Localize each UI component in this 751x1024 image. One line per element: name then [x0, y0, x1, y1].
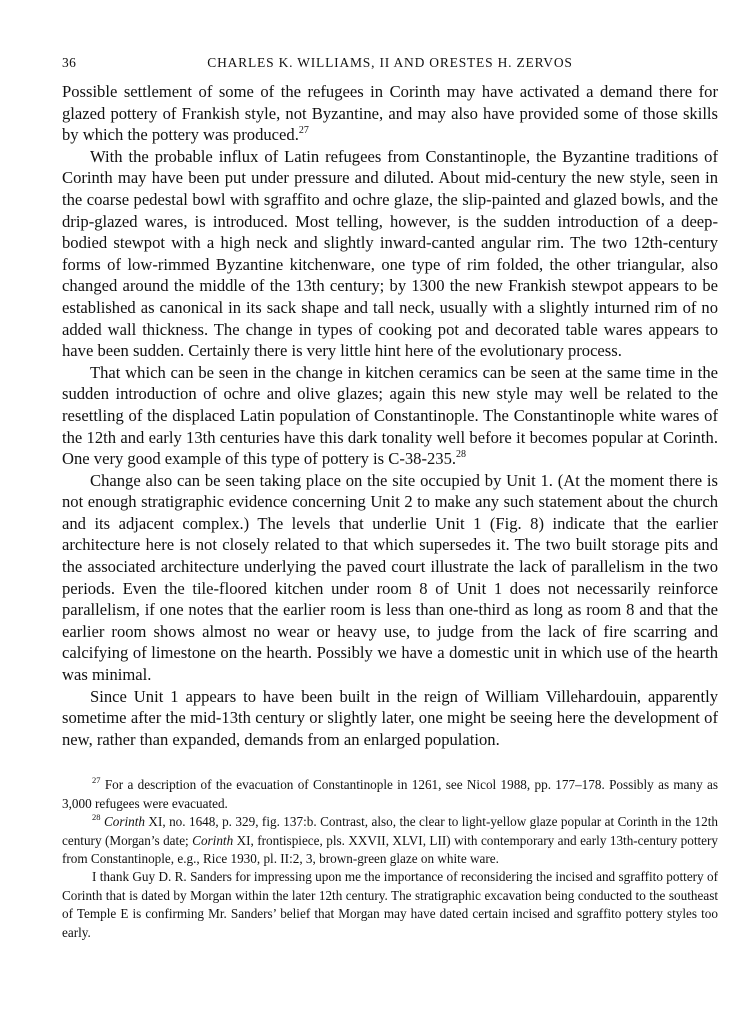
- footnote-27-text: For a description of the evacuation of Constantinople in 1261, see Nicol 1988, pp. 177–178. Possibly as many as 3,000 refugees were evacuated.: [62, 777, 718, 811]
- footnote-28-number: 28: [92, 811, 101, 822]
- paragraph-5-text: Since Unit 1 appears to have been built in the reign of William Villehardouin, apparently sometime after the mid-13th century or slightly later, one might be seeing here the development of new, rather than expanded, demands from an enlarged population.: [62, 686, 718, 749]
- footnote-ref-28[interactable]: 28: [456, 448, 467, 460]
- page-header: [62, 55, 718, 71]
- footnote-acknowledgment-text: I thank Guy D. R. Sanders for impressing upon me the importance of reconsidering the incised and sgraffito pottery of Corinth that is dated by Morgan within the later 12th century. The stratigraphic excavation being conducted to the southeast of Temple E is confirming Mr. Sanders’ belief that Morgan may have dated certain incised and sgraffito pottery styles too early.: [62, 869, 718, 940]
- paragraph-5: [62, 686, 718, 751]
- footnote-28-italic-1: Corinth: [103, 814, 145, 830]
- footnote-acknowledgment: [62, 868, 718, 942]
- footnote-27: [62, 776, 718, 813]
- footnote-27-number: 27: [92, 775, 101, 786]
- paragraph-1-text: Possible settlement of some of the refugees in Corinth may have activated a demand there for glazed pottery of Frankish style, not Byzantine, and may also have provided some of those skills by which the pottery was produced.: [62, 82, 718, 145]
- paragraph-3-text: That which can be seen in the change in kitchen ceramics can be seen at the same time in the sudden introduction of ochre and olive glazes; again this new style may well be related to the resettling of the displaced Latin population of Constantinople. The Constantinople white wares of the 12th and early 13th centuries have this dark tonality well before it becomes popular at Corinth. One very good example of this type of pottery is C-38-235.: [62, 362, 718, 469]
- running-head: CHARLES K. WILLIAMS, II AND ORESTES H. ZERVOS: [207, 55, 573, 70]
- paragraph-4-text: Change also can be seen taking place on the site occupied by Unit 1. (At the moment there is not enough stratigraphic evidence concerning Unit 2 to make any such statement about the church and its adjacent complex.) The levels that underlie Unit 1 (Fig. 8) indicate that the earlier architecture here is not closely related to that which supersedes it. The two built storage pits and the associated architecture underlying the paved court illustrate the lack of parallelism in the two periods. Even the tile-floored kitchen under room 8 of Unit 1 does not necessarily reinforce parallelism, if one notes that the earlier room is less than one-third as long as room 8 and that the earlier room shows almost no wear or heavy use, to judge from the lack of fire scarring and calcifying of limestone on the hearth. Possibly we have a domestic unit in which use of the hearth was minimal.: [62, 470, 718, 685]
- footnotes: [62, 776, 718, 942]
- footnote-28-text-2: XI, frontispiece, pls. XXVII, XLVI, LII) with contemporary and early 13th-century pottery from Constantinople, e.g., Rice 1930, pl. II:2, 3, brown-green glaze on white ware.: [62, 832, 719, 867]
- body-text: [62, 81, 718, 750]
- footnote-ref-27[interactable]: 27: [298, 124, 309, 136]
- paragraph-1: [62, 81, 718, 146]
- page: [62, 55, 718, 942]
- paragraph-4: [62, 470, 718, 686]
- footnote-28-text-1: XI, no. 1648, p. 329, fig. 137:b. Contrast, also, the clear to light-yellow glaze popular at Corinth in the 12th century (Morgan’s date;: [62, 814, 718, 848]
- paragraph-3: [62, 362, 718, 470]
- paragraph-2-text: With the probable influx of Latin refugees from Constantinople, the Byzantine traditions of Corinth may have been put under pressure and diluted. About mid-century the new style, seen in the coarse pedestal bowl with sgraffito and ochre glaze, the slip-painted and glazed bowls, and the drip-glazed wares, is introduced. Most telling, however, is the sudden introduction of a deep-bodied stewpot with a high neck and slightly inward-canted angular rim. The two 12th-century forms of low-rimmed Byzantine kitchenware, one type of rim folded, the other triangular, also changed around the middle of the 13th century; by 1300 the new Frankish stewpot appears to be established as canonical in its sack shape and tall neck, usually with a slightly inturned rim of no added wall thickness. The change in types of cooking pot and decorated table wares appears to have been sudden. Certainly there is very little hint here of the evolutionary process.: [62, 146, 718, 361]
- footnote-28-italic-2: Corinth: [192, 832, 234, 848]
- page-number: 36: [62, 55, 77, 70]
- footnote-28: [62, 813, 718, 868]
- paragraph-2: [62, 146, 718, 362]
